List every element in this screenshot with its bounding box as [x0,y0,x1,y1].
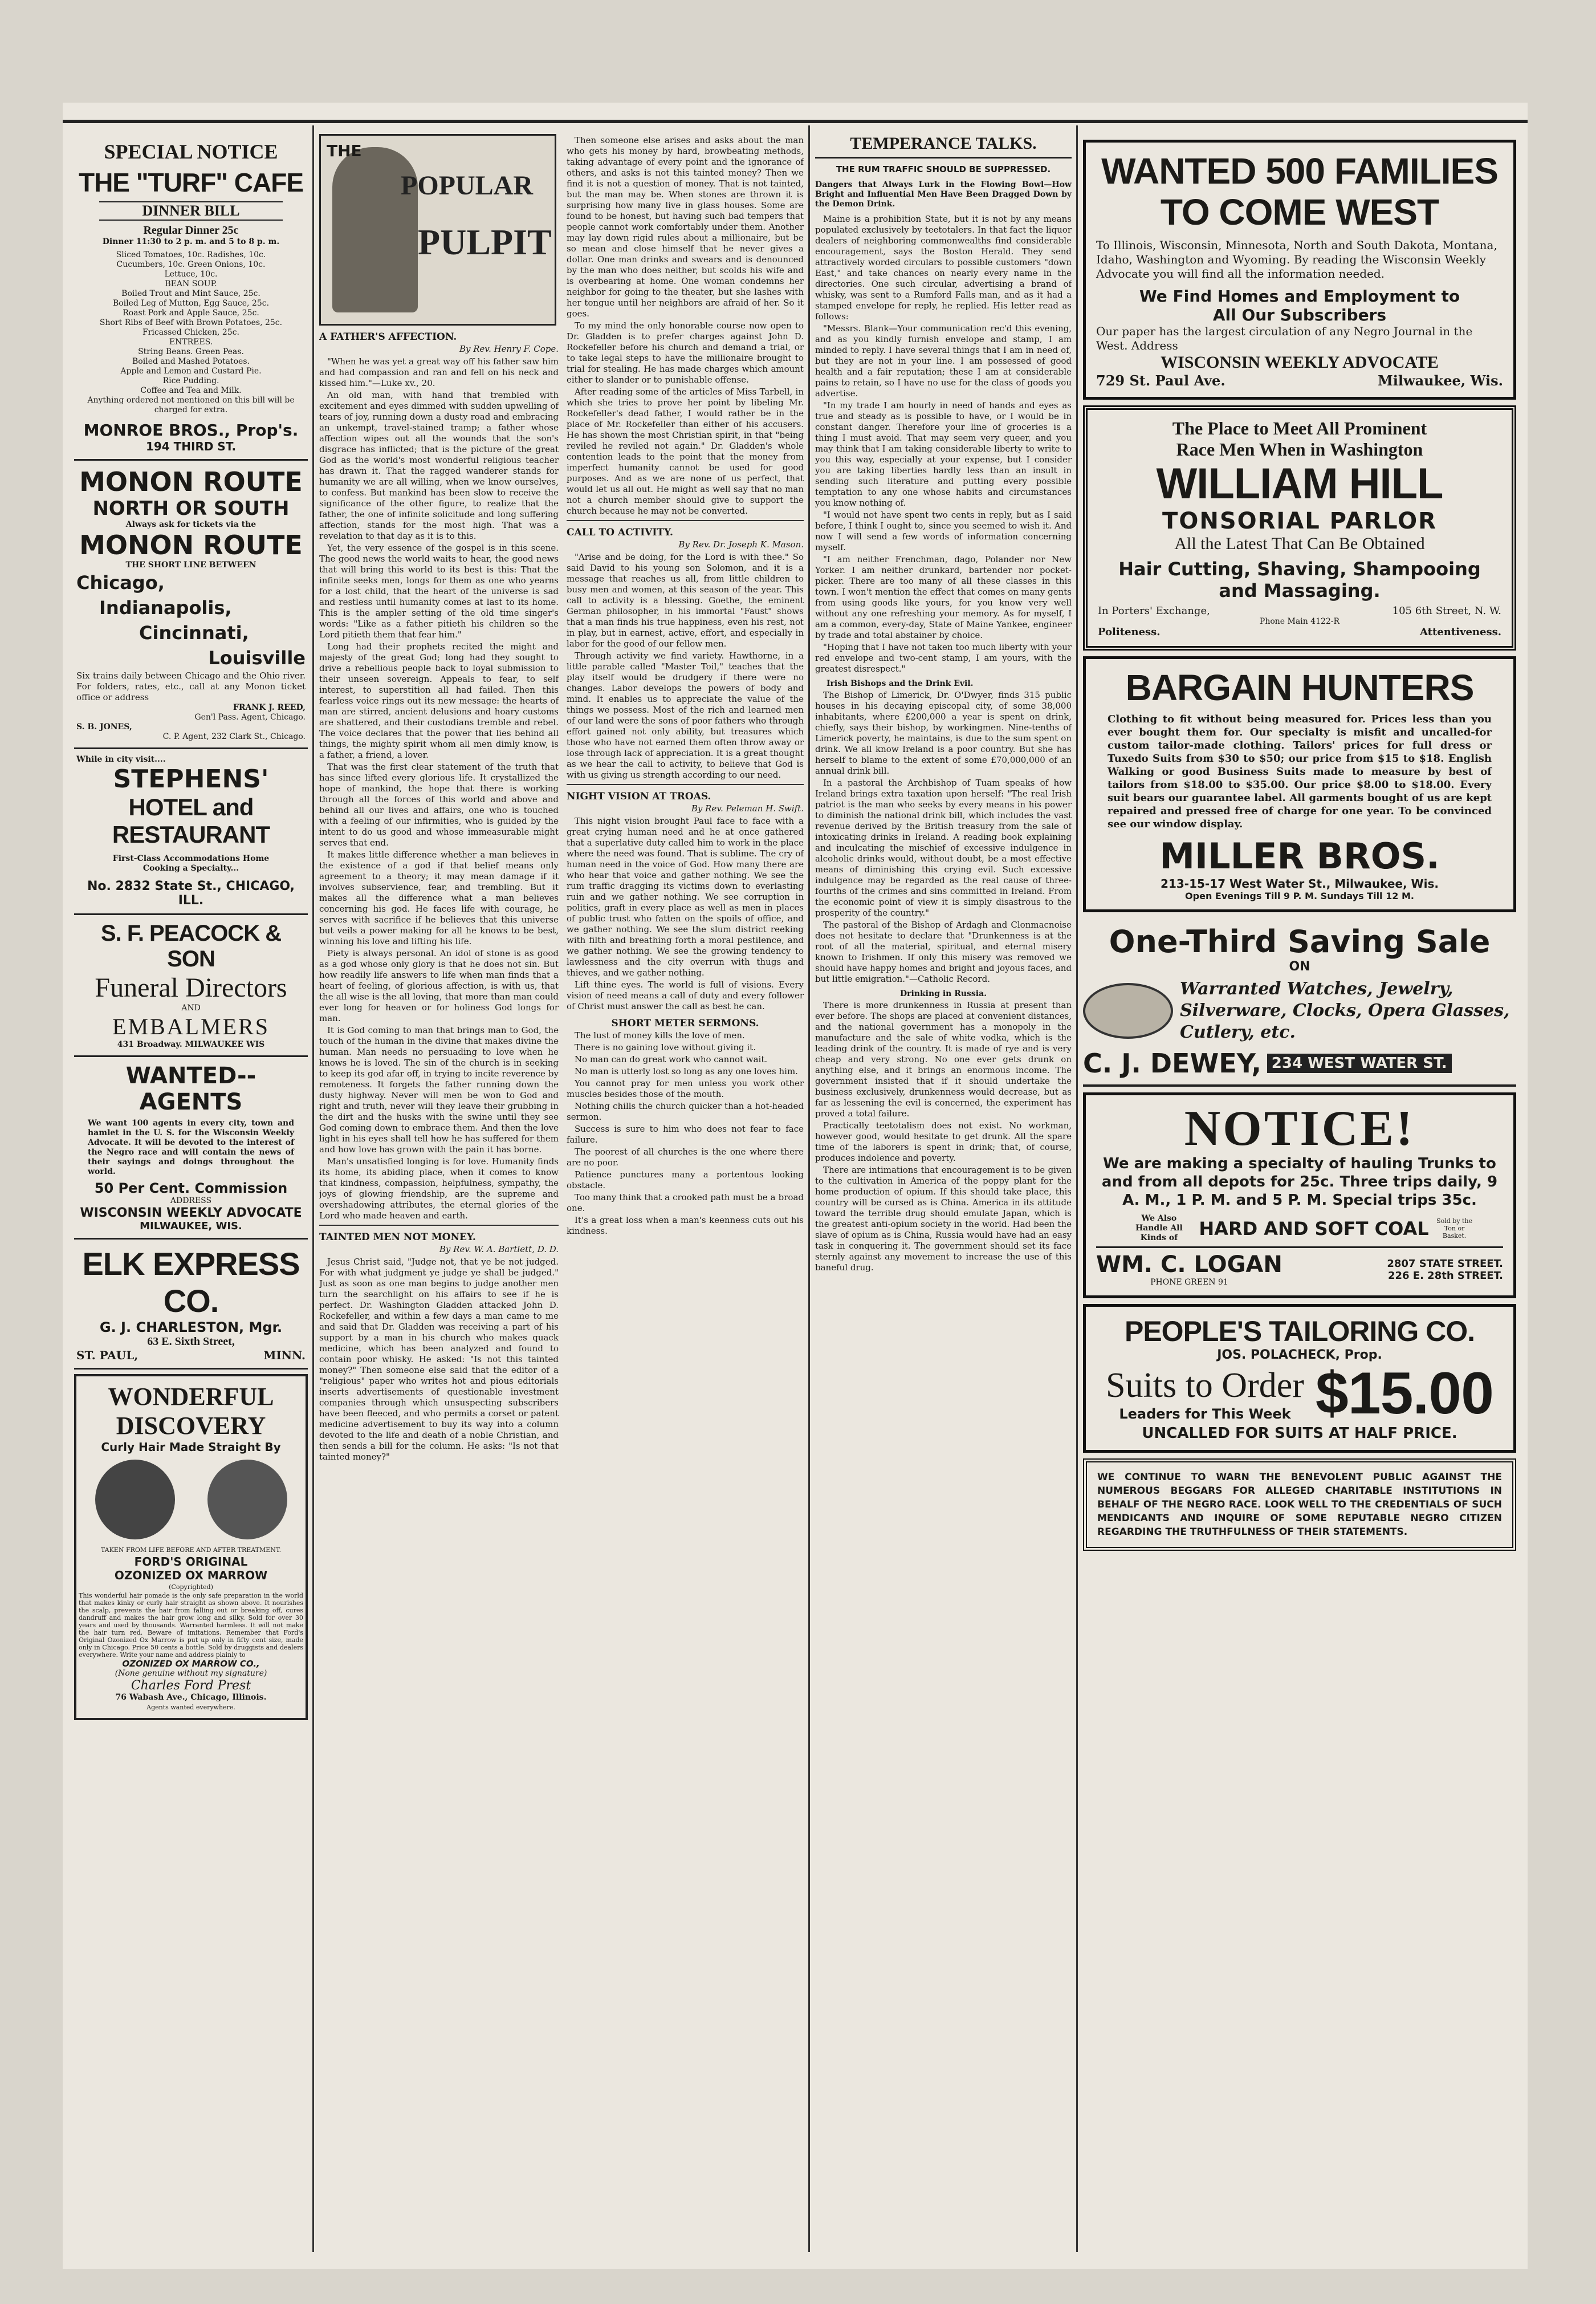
families-body: To Illinois, Wisconsin, Minnesota, North and South Dakota, Montana, Idaho, Washington and Wyoming. By reading the Wisconsin Weekly Advocate you will find all the information needed. [1096,238,1497,281]
discovery-product-2: OZONIZED OX MARROW [114,1568,268,1582]
tailor-suits: Suits to Order [1106,1366,1304,1405]
discovery-title: WONDERFUL [108,1383,274,1411]
discovery-signature: Charles Ford Prest [131,1679,251,1693]
paragraph: Piety is always personal. An idol of stone is as good as a god whose only glory is that he does not sin. But how readily life answers to life when man finds that a heart of feeling, of glorious affection, is with us, that the all wise is the all loving, that more than man could ever long for heaven or for holiness God longs for man. [319,948,559,1023]
logan-phone: PHONE GREEN 91 [1150,1278,1228,1287]
monon-agent: S. B. JONES, [76,722,132,732]
agents-paper: WISCONSIN WEEKLY ADVOCATE [80,1206,302,1220]
menu-item: Fricassed Chicken, 25c. [142,328,239,337]
paragraph: That was the first clear statement of the truth that has since lifted every glorious life. It crystallized the hope of mankind, the hope that there is working through all the forces of this world and above and behind all our lives and affairs, one who is touched with a feeling of our infirmities, who is guided by the intent to do us good and whose immeasurable might serves that end. [319,762,559,848]
menu-item: Coffee and Tea and Milk. [140,386,242,395]
paragraph: "When he was yet a great way off his father saw him and had compassion and ran and fell on his neck and kissed him."—Luke xv., 20. [319,356,559,388]
tailor-leaders: Leaders for This Week [1119,1405,1291,1422]
after-portrait-image [207,1460,287,1539]
newspaper-page [63,103,1528,2269]
stephens-address: No. 2832 State St., CHICAGO, ILL. [87,879,295,908]
bargain-body: Clothing to fit without being measured for. Prices less than you ever bought them for. Our specialty is misfit and uncalled-for custom tailor-made clothing. Tailors' prices for full dress or Tuxedo Suits from $30 to $50; our price from $15 to $18. English Walking or good Business Suits made to measure by best of tailors from $18.00 to $35.00. Our price $8.00 to $18.00. Every suit bears our guarantee label. All garments bought of us are kept repaired and pressed free of charge for one year. To be convinced see our window display. [1108,713,1492,830]
sermon-item: No man can do great work who cannot wait. [575,1054,768,1064]
tailor-price-row [1096,1362,1503,1425]
temperance-title: TEMPERANCE TALKS. [815,134,1072,159]
peacock-and: AND [181,1003,201,1013]
column-divider [312,125,314,2252]
monon-title: MONON ROUTE [79,466,303,497]
monon-agent-title: Gen'l Pass. Agent, Chicago. [194,713,306,722]
temperance-deck: Dangers that Always Lurk in the Flowing Bowl—How Bright and Influential Men Have Been Dragged Down by the Demon Drink. [815,180,1072,209]
popular-pulpit-logo [319,134,556,326]
warning-body: WE CONTINUE TO WARN THE BENEVOLENT PUBLIC AGAINST THE NUMEROUS BEGGARS FOR ALLEGED CHARITABLE INSTITUTIONS IN BEHALF OF THE NEGRO RACE. LOOK WELL TO THE CREDENTIALS OF SUCH MENDICANTS AND INQUIRE OF SOME REPUTABLE NEGRO CITIZEN REGARDING THE TRUTHFULNESS OF THEIR STATEMENTS. [1097,1472,1502,1538]
stephens-sub: HOTEL and RESTAURANT [112,794,270,848]
tailor-uncalled: UNCALLED FOR SUITS AT HALF PRICE. [1142,1425,1457,1442]
column-divider [808,125,810,2252]
sermon-list [567,1030,804,1237]
divider [567,520,804,521]
hill-sub: TONSORIAL PARLOR [1162,508,1437,534]
stephens-body: First-Class Accommodations Home Cooking a Specialty... [112,854,270,873]
article-body [319,1257,559,1462]
city-item: Indianapolis, [99,597,232,619]
dewey-name-row [1083,1048,1516,1079]
paragraph: Practically teetotalism does not exist. No workman, however good, would hesitate to get drunk. All the spare time of the laborers is spent in drink; that, of course, produces indolence and poverty. [815,1120,1072,1163]
menu-item: Short Ribs of Beef with Brown Potatoes, 25c. [99,318,283,327]
top-rule [63,120,1528,123]
monon-title-2: MONON ROUTE [79,530,303,560]
peacock-funeral-ad [74,915,308,1057]
article-body [319,356,559,1221]
before-after-portraits [79,1460,303,1539]
dewey-address: 234 WEST WATER ST. [1267,1054,1452,1073]
menu-item: Roast Pork and Apple Sauce, 25c. [123,308,259,318]
hill-name: WILLIAM HILL [1156,460,1443,508]
hill-location: In Porters' Exchange, [1098,605,1210,617]
hill-street: 105 6th Street, N. W. [1392,605,1501,617]
sermon-item: Too many think that a crooked path must be a broad one. [567,1192,804,1213]
warning-notice [1083,1458,1516,1551]
notice-body: We are making a specialty of hauling Trunks to and from all depots for 25c. Three trips daily, 9 A. M., 1 P. M. and 5 P. M. Special trips 35c. [1101,1155,1498,1209]
menu-item: Apple and Lemon and Custard Pie. [120,367,262,376]
subheading: Irish Bishops and the Drink Evil. [826,679,974,688]
city-item: Cincinnati, [139,622,249,644]
watch-icon [1083,983,1173,1039]
sermon-item: No man is utterly lost so long as any one loves him. [575,1066,798,1076]
bargain-name: MILLER BROS. [1159,835,1440,877]
discovery-sub: Curly Hair Made Straight By [101,1440,281,1454]
discovery-caption: TAKEN FROM LIFE BEFORE AND AFTER TREATMENT. [100,1546,282,1554]
hill-phone: Phone Main 4122-R [1259,617,1340,626]
dewey-on: ON [1289,960,1310,974]
peacock-name: S. F. PEACOCK & SON [100,921,282,972]
before-portrait-image [95,1460,175,1539]
article-body [567,552,804,781]
peacock-line: EMBALMERS [112,1014,270,1039]
article-title: A FATHER'S AFFECTION. [319,331,457,343]
temperance-body [815,214,1072,674]
menu-item: Boiled and Mashed Potatoes. [132,357,250,366]
article-byline: By Rev. Henry F. Cope. [459,344,559,354]
tailor-price: $15.00 [1315,1360,1493,1427]
tailor-title: PEOPLE'S TAILORING CO. [1124,1315,1475,1347]
temperance-body-2 [815,690,1072,985]
monon-agent: FRANK J. REED, [233,703,306,712]
agents-address-label: ADDRESS [170,1196,212,1205]
sermon-item: It's a great loss when a man's keenness cuts out his kindness. [567,1215,804,1236]
discovery-maker: OZONIZED OX MARROW CO., [122,1659,260,1669]
stephens-hotel-ad [74,749,308,915]
menu-item: Sliced Tomatoes, 10c. Radishes, 10c. [116,250,266,259]
menu-item: Rice Pudding. [162,376,219,385]
dinner-bill: DINNER BILL [99,201,283,221]
logan-name: WM. C. LOGAN [1096,1251,1282,1278]
peacock-address: 431 Broadway. MILWAUKEE WIS [117,1040,265,1049]
monon-line: THE SHORT LINE BETWEEN [125,560,256,570]
paragraph: Lift thine eyes. The world is full of visions. Every vision of need means a call of duty and every follower of Christ must answer the call as best he can. [567,980,804,1011]
logo-popular: POPULAR [401,170,533,201]
city-item: Louisville [208,647,306,669]
families-heading-2: All Our Subscribers [1212,306,1387,324]
left-ad-column [74,134,308,2252]
agents-commission: 50 Per Cent. Commission [94,1180,288,1196]
families-title-2: TO COME WEST [1160,192,1439,233]
discovery-note: (None genuine without my signature) [115,1669,267,1678]
paragraph: Long had their prophets recited the might and majesty of the great God; long had they sought to drive a rebellious people back to loyal submission to their unseen sovereign. Appeals to fear, to self interest, to superstition all had failed. Then this fearless voice rings out its new message: the hearts of man are stirred, ancient delusions and hoary customs are shattered, and their custodians tremble and rebel. The voice declares that the power that lies behind all things, the mighty spirit whom all men dimly know, is a father, a friend, a lover. [319,641,559,760]
article-body [567,816,804,1012]
sermon-item: You cannot pray for men unless you work other muscles besides those of the mouth. [567,1078,804,1099]
paragraph: "Arise and be doing, for the Lord is with thee." So said David to his young son Solomon, and it is a message that reaches us all, from little children to busy men and women, at this season of the year. This call to activity is a blessing. Goethe, the eminent German philosopher, in his immortal "Faust" shows that a man finds his true happiness, even his rest, not in play, but in earnest, active, effort, and especially in labor for the good of our fellow men. [567,552,804,649]
paragraph: "Hoping that I have not taken too much liberty with your red envelope and two-cent stamp, I am yours, with the greatest disrespect." [815,642,1072,674]
menu-item: Boiled Trout and Mint Sauce, 25c. [121,289,260,298]
paragraph: Jesus Christ said, "Judge not, that ye be not judged. For with what judgment ye judge ye shall be judged." Just as soon as one man begins to judge another men turn the searchlight on his affairs to see if he is perfect. Dr. Washington Gladden attacked John D. Rockefeller, and within a few days a man came to me and said that Dr. Gladden was receiving a part of his support by a man in his church who makes quack medicine, which has been analyzed and found to contain poor whisky. He asked: "Is not this tainted money?" Then someone else said that the editor of a "religious" paper who writes hot and pious editorials inserts advertisements of questionable investment companies through which unsuspecting subscribers have been fleeced, and who permits a corset or patent medicine advertisement to buy its way into a column devoted to the life and death of a noble Christian, and then sends a bill for the column. He asks: "Is not that tainted money?" [319,1257,559,1462]
pulpit-top [319,134,804,1464]
paragraph: "Messrs. Blank—Your communication rec'd this evening, and as you kindly furnish envelope and stamp, I am minded to reply. I have several things that I am in need of, but they are not in your line. I am possessed of good health and a fair reputation; these I am at considerable pains to retain, so I have no use for the class of goods you advertise. [815,323,1072,399]
coal-label: We Also Handle All Kinds of [1135,1214,1183,1242]
paragraph: "In my trade I am hourly in need of hands and eyes as true and steady as is possible to have, or I would be in constant danger. Therefore your line of groceries is a thing I must avoid. That may seem very queer, and you may think that I am taking considerable liberty to write to you this way, especially at your expense, but I consider you are taking liberties hardly less than an insult in sending such literature and putting every possible temptation to any one whose habits and circumstances you know nothing of. [815,400,1072,508]
elk-name: ELK EXPRESS CO. [82,1246,300,1319]
families-paper: WISCONSIN WEEKLY ADVOCATE [1161,353,1439,372]
paragraph: This night vision brought Paul face to face with a great crying human need and he at once gathered that a superlative duty called him to work in the place where the need was found. That is sublime. The cry of human need in the voice of God. How many there are who hear that voice and gather nothing. We see the rum traffic dragging its victims down to everlasting ruin and we gather nothing. We see corruption in politics, graft in every place as well as men in places of public trust who fatten on the spoils of office, and we gather nothing. We see the slum district reeking with filth and breathing forth a moral pestilence, and we gather nothing. We see the growing tendency to lawlessness and the city overrun with thugs and thieves, and we gather nothing. [567,816,804,978]
discovery-title-2: DISCOVERY [116,1412,266,1440]
menu-item: Anything ordered not mentioned on this bill will be charged for extra. [87,396,295,415]
stephens-pre: While in city visit.... [76,755,166,764]
coal-row [1096,1214,1503,1243]
regular-dinner: Regular Dinner 25c [143,224,239,237]
logo-pulpit: PULPIT [418,222,552,262]
logan-address-2: 226 E. 28th STREET. [1387,1269,1503,1282]
paragraph: To my mind the only honorable course now open to Dr. Gladden is to prefer charges against John D. Rockefeller before his church and demand a trial, or to take legal steps to have the millionaire brought to trial for stealing. He has made charges which amount either to slander or to punishable offense. [567,320,804,385]
menu-list [76,250,306,415]
article-byline: By Rev. W. A. Bartlett, D. D. [439,1244,559,1254]
menu-item: Cucumbers, 10c. Green Onions, 10c. [116,260,266,269]
menu-item: Lettuce, 10c. [164,270,218,279]
elk-city-row [76,1348,306,1362]
tailor-prop: JOS. POLACHECK, Prop. [1217,1348,1382,1362]
paragraph: It is God coming to man that brings man to God, the touch of the human in the divine that makes divine the human. Man needs no persuading to love when he knows he is loved. The sin of the church is in seeking to keep its god afar off, in trying to incite reverence by remoteness. It forgets the father running down the dusty highway. Never will men be won to God and right and truth, never will they leave their grubbing in the dirt and the husks with the swine until they see God coming down to embrace them. And then the love light in his eyes shall tell how he has suffered for them and how love has grown with the pain it has borne. [319,1025,559,1155]
article-title: SHORT METER SERMONS. [611,1018,759,1029]
hill-attentiveness: Attentiveness. [1420,626,1501,638]
paragraph: Then someone else arises and asks about the man who gets his money by hard, browbeating methods, taking advantage of every point and the ignorance of others, and asks is not this tainted money? Then we find it is not a question of money. That is not tainted, but the man may be. When stones are thrown it is surprising how many live in glass houses. Some are found to be honest, but having such bad tempers that people cannot work comfortably under them. Another may lay down rigid rules about a millionaire, but be so mean and close himself that he never gives a dollar. One man drinks and swears and is denounced by the man who does neither, but scolds his wife and is overbearing at home. One woman condemns her neighbor for going to the theater, but she lashes with her tongue until her neighbors are afraid of her. So it goes. [567,135,804,319]
menu-item: BEAN SOUP. [165,279,217,288]
elk-manager: G. J. CHARLESTON, Mgr. [99,1319,283,1335]
article-title: NIGHT VISION AT TROAS. [567,791,711,802]
paragraph: Maine is a prohibition State, but it is not by any means populated exclusively by teetotalers. In that fact the liquor dealers of neighboring commonwealths find considerable encouragement, says the Boston Herald. They send attractively worded circulars to possible customers "down East," and take chances on nearly every name in the directories. One such circular, advertising a brand of whisky, was sent to a Rumford Falls man, and as it had a stamped envelope for reply, he replied. His letter read as follows: [815,214,1072,322]
sermon-item: Nothing chills the church quicker than a hot-headed sermon. [567,1101,804,1122]
menu-item: Boiled Leg of Mutton, Egg Sauce, 25c. [112,299,270,308]
article-byline: By Rev. Dr. Joseph K. Mason. [678,539,804,550]
monon-body: Six trains daily between Chicago and the Ohio river. For folders, rates, etc., call at any Monon ticket office or address [76,671,306,702]
coal-title: HARD AND SOFT COAL [1199,1217,1429,1240]
special-notice-title: SPECIAL NOTICE [104,140,278,163]
agents-body: We want 100 agents in every city, town and hamlet in the U. S. for the Wisconsin Weekly Advocate. It will be devoted to the interest of the Negro race and will contain the news of their sayings and doings throughout the world. [88,1119,294,1176]
sermon-item: Patience punctures many a portentous looking obstacle. [567,1169,804,1190]
article-title: TAINTED MEN NOT MONEY. [319,1232,476,1243]
elk-street: 63 E. Sixth Street, [147,1335,235,1348]
bargain-hunters-ad [1083,656,1516,912]
paragraph: Man's unsatisfied longing is for love. Humanity finds its home, its abiding place, when it comes to know that kindness, compassion, helpfulness, sympathy, the joys of glowing friendship, are the supreme and overshadowing attributes, the eternal glories of the Lord who made heaven and earth. [319,1156,559,1221]
bargain-title: BARGAIN HUNTERS [1125,667,1474,708]
paragraph: An old man, with hand that trembled with excitement and eyes dimmed with sudden upwelling of tears of joy, running down a dusty road and embracing an unkempt, travel-stained tramp; a father whose affection wipes out all the wounds that the son's disgrace has inflicted; that is the picture of the great God as the world's most wonderful religious teacher has drawn it. That the ragged wanderer stands for humanity we are all willing, when we know ourselves, to confess. But mankind has been slow to receive the significance of the other figure, to realize that the father, the one of infinite solicitude and long suffering affection, stands for the most high. That was a revelation to that day as it is to this. [319,390,559,541]
paragraph: The Bishop of Limerick, Dr. O'Dwyer, finds 315 public houses in his decaying episcopal city, of some 38,000 inhabitants, where £200,000 a year is spent on drink, chiefly, says their bishop, by workingmen. Nine-tenths of Limerick poverty, he maintains, is due to the sum spent on drink. We all know Ireland is a poor country. But she has herself to blame to the extent of some £70,000,000 of an annual drink bill. [815,690,1072,776]
cafe-props: MONROE BROS., Prop's. [83,421,299,440]
hill-services: Hair Cutting, Shaving, Shampooing and Massaging. [1118,558,1481,602]
discovery-address: 76 Wabash Ave., Chicago, Illinois. [115,1693,267,1702]
column-divider [1076,125,1078,2252]
paragraph: It makes little difference whether a man believes in the existence of a god if that belief means only agreement to a theory; it may mean damage if it involves subservience, fear, and trembling. But it makes all the difference what a man believes concerning his god. He faces life with courage, he serves with sacrifice if he believes that this universe but veils a power making for all he knows to be best, winning his love and lifting his life. [319,850,559,946]
sermon-item: There is no gaining love without giving it. [575,1042,756,1053]
logo-the: THE [327,141,362,160]
families-address-row [1096,372,1503,389]
hill-tag: All the Latest That Can Be Obtained [1174,534,1425,553]
pulpit-right-col [567,134,804,1464]
agents-title: WANTED--AGENTS [125,1063,256,1115]
article-byline: By Rev. Peleman H. Swift. [691,803,804,814]
families-heading: We Find Homes and Employment to [1139,287,1460,306]
dewey-items-row [1083,978,1516,1043]
families-body-2: Our paper has the largest circulation of any Negro Journal in the West. Address [1096,324,1473,352]
elk-state: MINN. [263,1348,306,1362]
subheading: Drinking in Russia. [899,989,987,998]
sermon-item: The poorest of all churches is the one where there are no poor. [567,1147,804,1168]
menu-item: String Beans. Green Peas. [138,347,244,356]
bargain-address: 213-15-17 West Water St., Milwaukee, Wis. [1161,877,1439,891]
temperance-subtitle: THE RUM TRAFFIC SHOULD BE SUPPRESSED. [836,164,1051,174]
paragraph: There are intimations that encouragement is to be given to the cultivation in America of the poppy plant for the home production of opium. If this should take place, this country will be cursed as is China. America in its attitude toward the terrible drug should emulate Japan, which is the greatest anti-opium society in the world. Had been the slave of opium as is China, Russia would have had an easy task in conquering it. The government should set its face sternly against any movement to increase the use of this baneful drug. [815,1165,1072,1273]
article-title: CALL TO ACTIVITY. [567,527,673,538]
hill-line: The Place to Meet All Prominent [1172,418,1427,438]
logan-row [1096,1246,1503,1287]
discovery-product: FORD'S ORIGINAL [134,1555,248,1568]
families-street: 729 St. Paul Ave. [1096,372,1226,389]
paragraph: "I would not have spent two cents in reply, but as I said before, I think I ought to, since you seemed to wish it. And now I will send a few words of information concerning myself. [815,510,1072,552]
elk-express-ad [74,1240,308,1370]
divider [567,784,804,785]
hill-virtues-row [1098,626,1501,638]
temperance-body-3 [815,1000,1072,1273]
paragraph: "I am neither Frenchman, dago, Polander nor New Yorker. I am neither drunkard, bartender nor pocket-picker. There are too many of all these classes in this town. I won't mention the effect that comes on many gents from using goods like yours, for you know very well without any one refreshing your memory. As for myself, I am a common, every-day, State of Maine Yankee, engineer by trade and total abstainer by choice. [815,554,1072,640]
menu-item: ENTREES. [169,338,213,347]
logan-address: 2807 STATE STREET. [1387,1257,1503,1270]
bargain-hours: Open Evenings Till 9 P. M. Sundays Till 12 M. [1185,891,1414,901]
right-ad-column [1083,134,1516,2252]
pulpit-left-col [319,134,559,1464]
agents-city: MILWAUKEE, WIS. [140,1220,242,1232]
paragraph: In a pastoral the Archbishop of Tuam speaks of how Ireland brings extra taxation upon herself: "The real Irish patriot is the man who seeks by every means in his power to diminish the national drink bill, which includes the vast revenue derived by the British treasury from the sale of intoxicating drinks in Ireland. A reading book explaining and inculcating the mischief of excessive indulgence in alcoholic drinks would, without doubt, be a most effective means of diminishing this crying evil. Such excessive indulgence may be regarded as the real cause of three-fourths of the crimes and sins committed in Ireland. From the economic point of view it is simply disastrous to the prosperity of the country." [815,778,1072,918]
monon-cities [76,570,306,671]
families-ad [1083,140,1516,400]
families-title: WANTED 500 FAMILIES [1101,151,1498,192]
city-item: Chicago, [76,572,165,594]
hill-location-row [1098,605,1501,617]
turf-cafe-ad [74,134,308,461]
popular-pulpit-column [319,134,804,2252]
notice-ad [1083,1092,1516,1298]
dewey-items: Warranted Watches, Jewelry, Silverware, Clocks, Opera Glasses, Cutlery, etc. [1180,979,1510,1042]
dewey-name: C. J. DEWEY, [1083,1048,1261,1079]
monon-route-ad [74,461,308,749]
paragraph: There is more drunkenness in Russia at present than ever before. The shops are placed at convenient distances, and the national government has a monopoly in the manufacture and the sale of white vodka, which is the leading drink of the country. It is made of rye and is very cheap and very strong. No one ever gets drunk on anything else, and it brings an enormous income. The government insisted that if it should undertake the business exclusively, drunkenness would decrease, but as far as lessening the evil is concerned, the experiment has proved a total failure. [815,1000,1072,1119]
paragraph: Through activity we find variety. Hawthorne, in a little parable called "Master Toil," teaches that the play itself would be drudgery if there were no changes. Labor develops the powers of body and mind. It enables us to appreciate the value of the things we possess. Most of the rich and learned men of our land were the sons of poor fathers who through effort gained not only ability, but treasures which those who have not earned them often throw away or lose through lack of appreciation. It is a great thought as we hear the call to activity, to believe that God is with us giving us strength according to our need. [567,651,804,780]
cafe-address: 194 THIRD ST. [145,440,237,453]
hill-line-2: Race Men When in Washington [1176,439,1423,460]
temperance-column [815,134,1072,2252]
monon-agent-title: C. P. Agent, 232 Clark St., Chicago. [162,732,306,741]
dinner-hours: Dinner 11:30 to 2 p. m. and 5 to 8 p. m. [102,237,280,246]
discovery-body: This wonderful hair pomade is the only safe preparation in the world that makes kinky or curly hair straight as shown above. It nourishes the scalp, prevents the hair from falling out or breaking off, cures dandruff and makes the hair grow long and silky. Sold for over 30 years and used by thousands. Warranted harmless. It will not make the hair turn red. Beware of imitations. Remember that Ford's Original Ozonized Ox Marrow is put up only in fifty cent size, made only in Chicago. Price 50 cents a bottle. Sold by druggists and dealers everywhere. Write your name and address plainly to [79,1592,303,1659]
paragraph: Yet, the very essence of the gospel is in this scene. The good news the world waits to hear, the good news that will bring this world to its best is this: That the infinite seeks men, longs for them as one who yearns for a lost child, that the heart of the universe is sad and restless until humanity comes at last to its home. This is the ampler setting of the old time singer's words: "Like as a father pitieth his children so the Lord pitieth them that fear him." [319,543,559,640]
article-body [567,135,804,517]
stephens-name: STEPHENS' [113,765,269,794]
divider [319,1225,559,1226]
william-hill-ad [1083,405,1516,651]
discovery-copyright: (Copyrighted) [169,1583,213,1591]
peacock-line: Funeral Directors [95,973,287,1003]
wonderful-discovery-ad [74,1374,308,1720]
discovery-agents: Agents wanted everywhere. [146,1704,235,1711]
monon-line: Always ask for tickets via the [125,520,256,529]
dewey-ad [1083,918,1516,1087]
paragraph: The pastoral of the Bishop of Ardagh and Clonmacnoise does not hesitate to declare that "Drunkenness is at the root of all the material, spiritual, and eternal misery known to Irishmen. If only this misery was removed we should have happy homes and bright and joyous faces, and but little emigration."—Catholic Record. [815,920,1072,984]
monon-subtitle: NORTH OR SOUTH [92,497,290,520]
elk-city: ST. PAUL, [76,1348,139,1362]
peoples-tailoring-ad [1083,1304,1516,1453]
dewey-title: One-Third Saving Sale [1109,924,1491,960]
sermon-item: Success is sure to him who does not fear to face failure. [567,1124,804,1145]
coal-note: Sold by the Ton or Basket. [1436,1217,1473,1240]
hill-politeness: Politeness. [1098,626,1161,638]
families-city: Milwaukee, Wis. [1378,372,1503,389]
sermon-item: The lust of money kills the love of men. [575,1030,745,1041]
notice-title: NOTICE! [1184,1101,1415,1156]
agents-ad [74,1057,308,1240]
cafe-name: THE "TURF" CAFE [78,168,304,197]
paragraph: After reading some of the articles of Miss Tarbell, in which she tries to prove her point by libeling Mr. Rockefeller's dead father, I would rather be in the place of Mr. Rockefeller than either of his accusers. He has shown the most Christian spirit, in that "being reviled he reviled not again." Dr. Gladden's whole contention leads to the point that the money from imperfect humanity cannot be used for good purposes. And as we are none of us perfect, that would let us all out. He might as well say that no man not a church member should give to support the church because he may not be converted. [567,387,804,516]
